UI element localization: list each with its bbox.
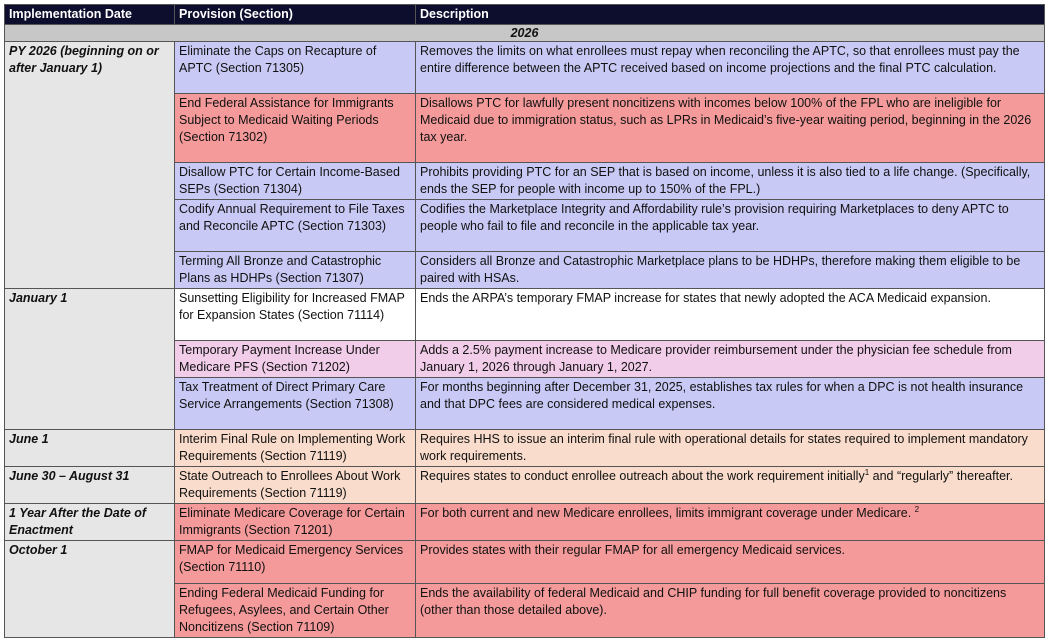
table-row — [5, 541, 1045, 584]
footnote-marker[interactable]: 2 — [914, 504, 920, 514]
description-cell — [416, 289, 1045, 341]
table-row — [5, 289, 1045, 341]
description-cell — [416, 341, 1045, 378]
table-row — [5, 504, 1045, 541]
description-text-tail: and “regularly” thereafter. — [869, 469, 1013, 483]
provision-cell: Tax Treatment of Direct Primary Care Service Arrangements (Section 71308) — [175, 378, 416, 430]
implementation-date-cell: October 1 — [5, 541, 175, 638]
footnote-marker[interactable]: 1 — [864, 467, 870, 477]
table-row — [5, 467, 1045, 504]
provision-cell: Temporary Payment Increase Under Medicare PFS (Section 71202) — [175, 341, 416, 378]
provision-cell: State Outreach to Enrollees About Work Requirements (Section 71119) — [175, 467, 416, 504]
header-row — [5, 5, 1045, 25]
description-text: Disallows PTC for lawfully present noncitizens with incomes below 100% of the FPL who are ineligible for Medicaid due to immigration status, such as LPRs in Medicaid’s five-year waiting period, beginning in the 2026 tax year. — [420, 96, 1032, 144]
provision-cell: FMAP for Medicaid Emergency Services (Section 71110) — [175, 541, 416, 584]
provision-cell: Disallow PTC for Certain Income-Based SEPs (Section 71304) — [175, 163, 416, 200]
description-text: Codifies the Marketplace Integrity and Affordability rule’s provision requiring Marketplaces to deny APTC to people who fail to file and reconcile in the applicable tax year. — [420, 202, 1009, 233]
description-text: Ends the availability of federal Medicaid and CHIP funding for full benefit coverage provided to noncitizens (other than those detailed above). — [420, 586, 1007, 617]
description-cell — [416, 541, 1045, 584]
provision-cell: Eliminate Medicare Coverage for Certain Immigrants (Section 71201) — [175, 504, 416, 541]
description-cell — [416, 504, 1045, 541]
provision-cell: End Federal Assistance for Immigrants Subject to Medicaid Waiting Periods (Section 71302) — [175, 94, 416, 163]
description-text: Ends the ARPA’s temporary FMAP increase for states that newly adopted the ACA Medicaid expansion. — [420, 291, 991, 305]
provision-cell: Interim Final Rule on Implementing Work Requirements (Section 71119) — [175, 430, 416, 467]
table-row — [5, 42, 1045, 94]
description-text: Requires states to conduct enrollee outreach about the work requirement initially — [420, 469, 865, 483]
implementation-date-cell: June 1 — [5, 430, 175, 467]
description-text: Removes the limits on what enrollees must repay when reconciling the APTC, so that enrollees must pay the entire difference between the APTC received based on income projections and the final PTC calculation. — [420, 44, 1020, 75]
description-cell — [416, 200, 1045, 252]
description-text: Prohibits providing PTC for an SEP that is based on income, unless it is also tied to a life change. (Specifically, ends the SEP for people with income up to 150% of the FPL.) — [420, 165, 1031, 196]
table-row — [5, 430, 1045, 467]
description-cell — [416, 42, 1045, 94]
description-text: Adds a 2.5% payment increase to Medicare provider reimbursement under the physician fee schedule from January 1, 2026 through January 1, 2027. — [420, 343, 1012, 374]
header-provision: Provision (Section) — [175, 5, 416, 25]
description-cell — [416, 163, 1045, 200]
year-label: 2026 — [5, 25, 1045, 42]
header-implementation-date: Implementation Date — [5, 5, 175, 25]
provision-cell: Codify Annual Requirement to File Taxes and Reconcile APTC (Section 71303) — [175, 200, 416, 252]
description-cell — [416, 467, 1045, 504]
year-row — [5, 25, 1045, 42]
description-cell — [416, 430, 1045, 467]
provisions-table — [4, 4, 1045, 638]
provision-cell: Sunsetting Eligibility for Increased FMAP for Expansion States (Section 71114) — [175, 289, 416, 341]
description-text: For months beginning after December 31, 2025, establishes tax rules for when a DPC is not health insurance and that DPC fees are considered medical expenses. — [420, 380, 1024, 411]
provision-cell: Ending Federal Medicaid Funding for Refugees, Asylees, and Certain Other Noncitizens (Section 71109) — [175, 584, 416, 638]
description-cell — [416, 378, 1045, 430]
description-text: Considers all Bronze and Catastrophic Marketplace plans to be HDHPs, therefore making them eligible to be paired with HSAs. — [420, 254, 1021, 285]
implementation-date-cell: June 30 – August 31 — [5, 467, 175, 504]
header-description: Description — [416, 5, 1045, 25]
description-cell — [416, 584, 1045, 638]
description-cell — [416, 94, 1045, 163]
implementation-date-cell: PY 2026 (beginning on or after January 1) — [5, 42, 175, 289]
implementation-date-cell: January 1 — [5, 289, 175, 430]
description-text: Requires HHS to issue an interim final rule with operational details for states required to implement mandatory work requirements. — [420, 432, 1028, 463]
description-text: Provides states with their regular FMAP for all emergency Medicaid services. — [420, 543, 845, 557]
description-text: For both current and new Medicare enrollees, limits immigrant coverage under Medicare. — [420, 506, 915, 520]
provision-cell: Terming All Bronze and Catastrophic Plans as HDHPs (Section 71307) — [175, 252, 416, 289]
implementation-date-cell: 1 Year After the Date of Enactment — [5, 504, 175, 541]
provision-cell: Eliminate the Caps on Recapture of APTC (Section 71305) — [175, 42, 416, 94]
description-cell — [416, 252, 1045, 289]
